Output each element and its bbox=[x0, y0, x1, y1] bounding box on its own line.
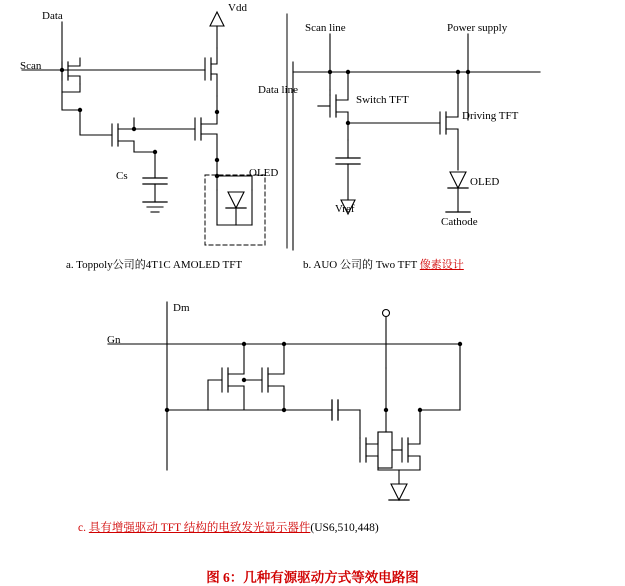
label-switch-tft: Switch TFT bbox=[356, 94, 409, 106]
label-scan: Scan bbox=[20, 60, 42, 72]
label-vdd: Vdd bbox=[228, 2, 247, 14]
caption-panel-c bbox=[78, 522, 379, 535]
caption-panel-a: a. Toppoly公司的4T1C AMOLED TFT bbox=[66, 259, 243, 271]
caption-panel-b-main: b. AUO 公司的 Two TFT bbox=[303, 259, 420, 271]
label-vref: Vref bbox=[335, 203, 355, 215]
label-oled-a: OLED bbox=[249, 167, 279, 179]
figure-title: 图 6：几种有源驱动方式等效电路图 bbox=[206, 570, 419, 585]
caption-panel-b-red: 像素设计 bbox=[419, 259, 464, 271]
caption-panel-b bbox=[303, 259, 464, 271]
label-data: Data bbox=[42, 10, 63, 22]
label-dm: Dm bbox=[173, 302, 190, 314]
caption-panel-c-prefix: c. bbox=[78, 522, 89, 534]
label-oled-b: OLED bbox=[470, 176, 500, 188]
label-data-line: Data line bbox=[258, 84, 299, 96]
caption-panel-c-suffix: (US6,510,448) bbox=[310, 522, 379, 534]
label-cathode: Cathode bbox=[441, 216, 478, 228]
label-driving-tft: Driving TFT bbox=[462, 110, 519, 122]
label-gn: Gn bbox=[107, 334, 121, 346]
caption-panel-c-red: 具有增强驱动 TFT 结构的电致发光显示器件 bbox=[88, 522, 311, 534]
label-power-supply: Power supply bbox=[447, 22, 508, 34]
label-cs: Cs bbox=[116, 170, 128, 182]
label-scan-line: Scan line bbox=[305, 22, 346, 34]
